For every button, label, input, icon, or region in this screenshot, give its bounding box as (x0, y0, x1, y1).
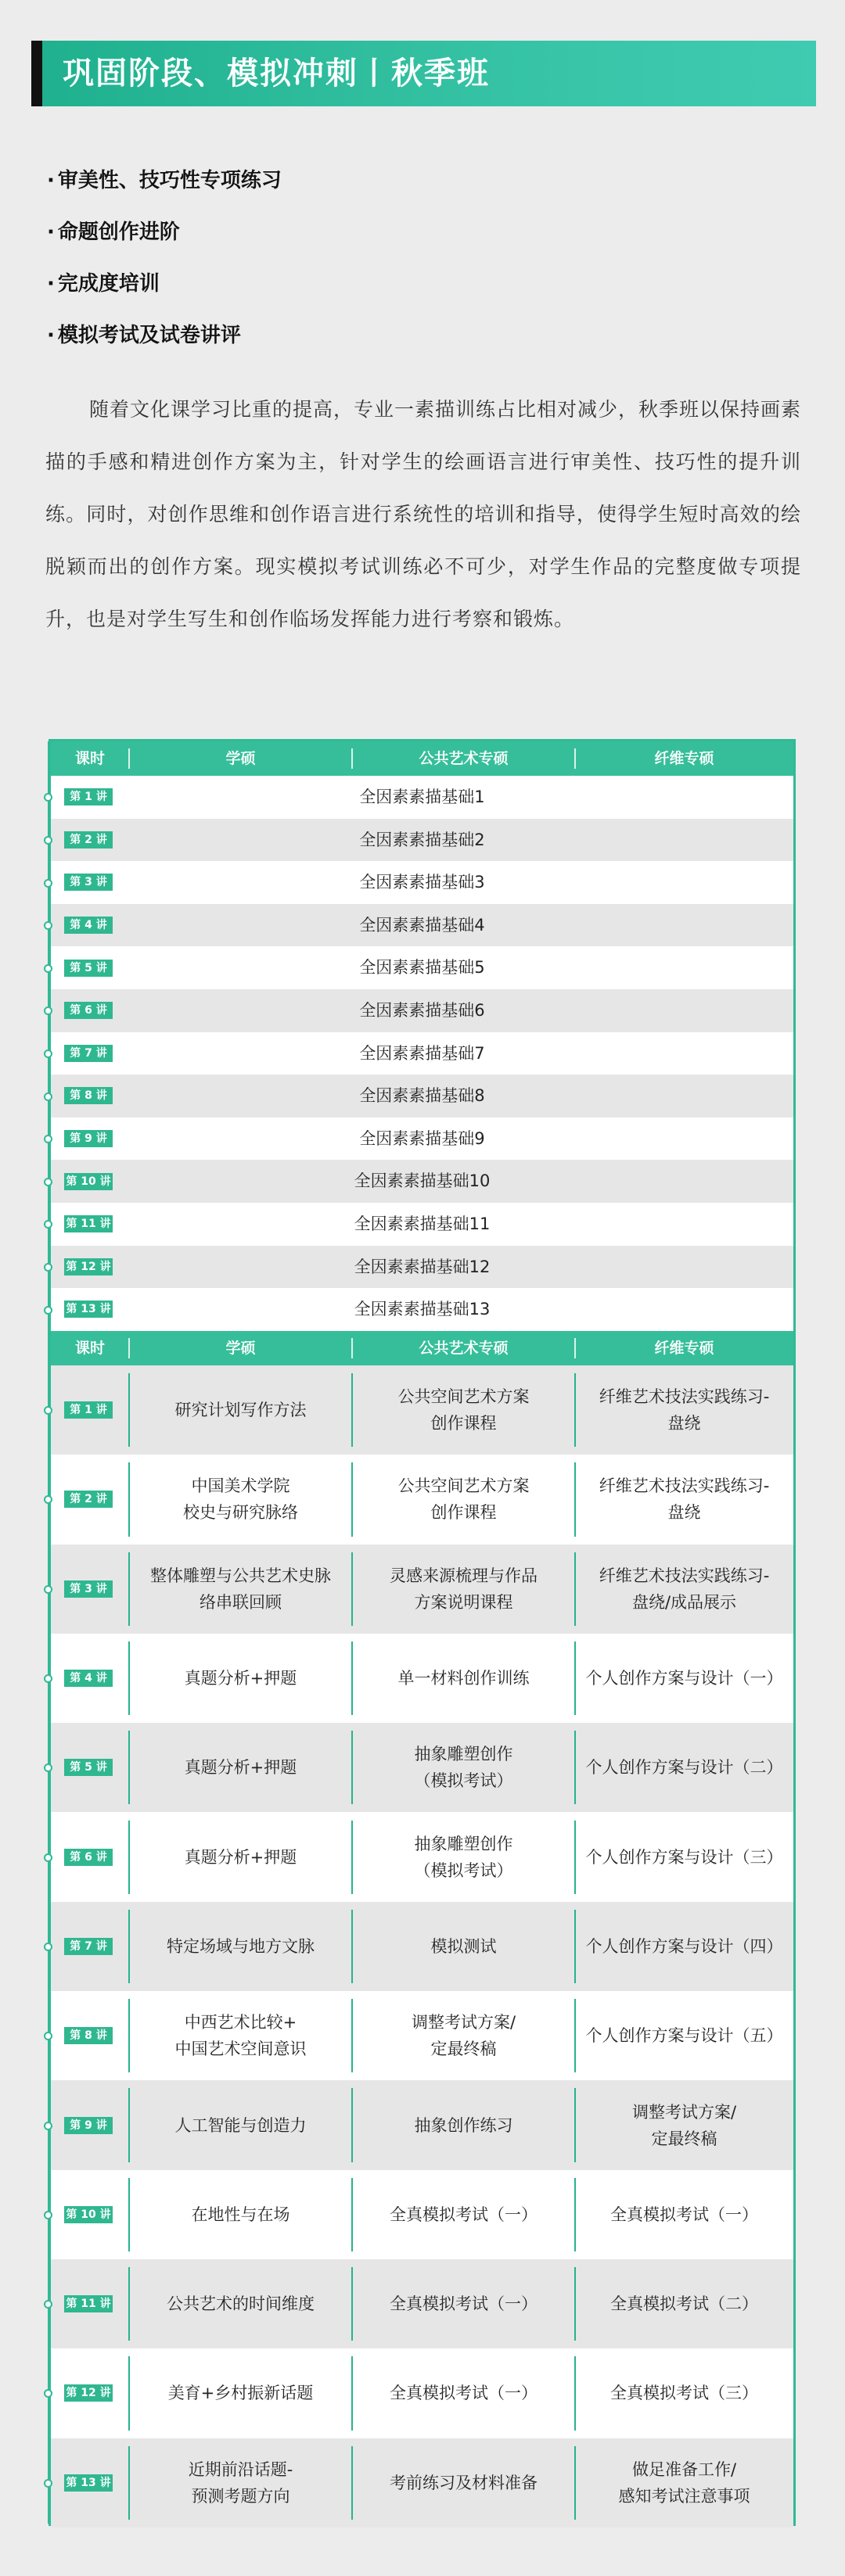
content-cell: 全真模拟考试（二） (610, 2294, 758, 2314)
content-cell: 全因素素描基础11 (354, 1214, 491, 1233)
table-row (51, 1991, 793, 2080)
column-divider (574, 1731, 576, 1804)
column-divider (351, 2356, 353, 2430)
timeline-dot (44, 1049, 52, 1058)
content-cell: 全因素素描基础7 (359, 1043, 485, 1063)
table-row (51, 1288, 793, 1331)
lesson-badge: 第 11 讲 (64, 1215, 113, 1232)
content-cell: 个人创作方案与设计（一） (585, 1669, 783, 1688)
table-row (51, 1246, 793, 1289)
content-cell: 抽象创作练习 (414, 2115, 513, 2135)
content-cell: 模拟测试 (430, 1936, 497, 1956)
timeline-dot (44, 1306, 52, 1315)
feature-item: · 审美性、技巧性专项练习 (47, 160, 282, 212)
column-divider (351, 1821, 353, 1894)
table-row (51, 989, 793, 1032)
table-row (51, 1723, 793, 1812)
column-divider (351, 2178, 353, 2251)
section-banner (31, 41, 816, 106)
column-divider (351, 1641, 353, 1715)
table-row (51, 2438, 793, 2528)
lesson-badge: 第 5 讲 (64, 960, 113, 977)
content-cell: 公共空间艺术方案 创作课程 (397, 1387, 530, 1433)
page-title: 巩固阶段、模拟冲刺丨秋季班 (63, 56, 490, 91)
column-header: 公共艺术专硕 (419, 1340, 509, 1357)
content-cell: 个人创作方案与设计（五） (585, 2026, 783, 2046)
lesson-badge: 第 6 讲 (64, 1002, 113, 1019)
timeline-dot (44, 964, 52, 973)
lesson-badge: 第 6 讲 (64, 1849, 113, 1866)
column-divider (128, 1821, 130, 1894)
column-divider (351, 1910, 353, 1983)
content-cell: 中西艺术比较+ 中国艺术空间意识 (174, 2013, 307, 2059)
table-row (51, 1032, 793, 1075)
content-cell: 全因素素描基础4 (359, 915, 485, 935)
lesson-badge: 第 10 讲 (64, 1173, 113, 1190)
content-cell: 纤维艺术技法实践练习- 盘绕 (599, 1476, 770, 1523)
content-cell: 灵感来源梳理与作品 方案说明课程 (390, 1566, 538, 1612)
feature-item: · 完成度培训 (47, 264, 282, 315)
column-divider (351, 1373, 353, 1447)
table-row (51, 946, 793, 989)
lesson-badge: 第 12 讲 (64, 1258, 113, 1275)
content-cell: 个人创作方案与设计（三） (585, 1847, 783, 1867)
column-divider (574, 2178, 576, 2251)
content-cell: 全因素素描基础2 (359, 830, 485, 849)
content-cell: 公共空间艺术方案 创作课程 (397, 1476, 530, 1523)
timeline-dot (44, 836, 52, 845)
column-divider (128, 1552, 130, 1626)
feature-item: · 命题创作进阶 (47, 212, 282, 264)
content-cell: 调整考试方案/ 定最终稿 (411, 2013, 516, 2059)
column-divider (574, 1552, 576, 1626)
header-divider (574, 1338, 576, 1358)
lesson-badge: 第 2 讲 (64, 1491, 113, 1508)
column-divider (128, 2267, 130, 2341)
timeline-dot (44, 1263, 52, 1272)
column-divider (351, 1552, 353, 1626)
table-row (51, 1075, 793, 1118)
column-divider (128, 1999, 130, 2072)
column-divider (351, 1731, 353, 1804)
content-cell: 全因素素描基础1 (359, 788, 485, 806)
column-divider (574, 1910, 576, 1983)
content-cell: 整体雕塑与公共艺术史脉 络串联回顾 (150, 1566, 331, 1612)
content-cell: 全因素素描基础3 (359, 873, 485, 892)
content-cell: 做足准备工作/ 感知考试注意事项 (618, 2459, 750, 2506)
table-row (51, 1813, 793, 1902)
timeline-dot (44, 1853, 52, 1862)
lesson-badge: 第 7 讲 (64, 1045, 113, 1062)
content-cell: 全因素素描基础6 (359, 1001, 485, 1020)
header-divider (128, 1338, 130, 1358)
lesson-badge: 第 4 讲 (64, 1670, 113, 1687)
content-cell: 公共艺术的时间维度 (167, 2294, 315, 2314)
lesson-badge: 第 1 讲 (64, 788, 113, 805)
column-header: 学硕 (225, 1340, 256, 1357)
content-cell: 特定场域与地方文脉 (167, 1936, 315, 1956)
table-row (51, 819, 793, 862)
lesson-badge: 第 3 讲 (64, 1580, 113, 1598)
content-cell: 全真模拟考试（一） (610, 2205, 758, 2224)
column-divider (128, 1910, 130, 1983)
feature-list (47, 160, 282, 367)
content-cell: 中国美术学院 校史与研究脉络 (183, 1476, 298, 1523)
table-row (51, 1118, 793, 1161)
content-cell: 抽象雕塑创作 （模拟考试） (414, 1834, 513, 1880)
timeline-dot (44, 2479, 52, 2488)
table-row (51, 861, 793, 904)
table-header-row (51, 1331, 793, 1365)
column-divider (351, 1462, 353, 1536)
timeline-dot (44, 2122, 52, 2130)
column-divider (351, 2446, 353, 2520)
column-divider (128, 1641, 130, 1715)
column-divider (574, 2446, 576, 2520)
column-divider (351, 1999, 353, 2072)
column-header: 纤维专硕 (654, 1340, 714, 1357)
lesson-badge: 第 12 讲 (64, 2384, 113, 2402)
content-cell: 在地性与在场 (191, 2205, 290, 2224)
content-cell: 全因素素描基础5 (359, 958, 485, 978)
lesson-badge: 第 3 讲 (64, 874, 113, 891)
column-header: 公共艺术专硕 (419, 750, 509, 767)
content-cell: 全真模拟考试（一） (390, 2294, 538, 2314)
content-cell: 全真模拟考试（一） (390, 2384, 538, 2403)
table-row (51, 2259, 793, 2348)
content-cell: 近期前沿话题- 预测考题方向 (188, 2459, 293, 2506)
lesson-badge: 第 2 讲 (64, 831, 113, 849)
column-divider (128, 1373, 130, 1447)
lesson-badge: 第 11 讲 (64, 2295, 113, 2312)
column-divider (574, 1373, 576, 1447)
column-divider (351, 2088, 353, 2162)
column-divider (574, 1999, 576, 2072)
content-cell: 调整考试方案/ 定最终稿 (631, 2102, 737, 2148)
column-divider (128, 1731, 130, 1804)
banner-accent-bar (31, 41, 42, 106)
header-divider (574, 748, 576, 769)
content-cell: 美育+乡村振新话题 (167, 2384, 314, 2403)
column-divider (574, 2356, 576, 2430)
content-cell: 人工智能与创造力 (174, 2115, 307, 2135)
table-header-row (51, 741, 793, 776)
description-paragraph: 随着文化课学习比重的提高，专业一素描训练占比相对减少，秋季班以保持画素描的手感和精进创作方案为主，针对学生的绘画语言进行审美性、技巧性的提升训练。同时，对创作思维和创作语言进行系统性的培训和指导，使得学生短时高效的绘脱颖而出的创作方案。现实模拟考试训练必不可少，对学生作品的完整度做专项提升，也是对学生写生和创作临场发挥能力进行考察和锻炼。 (45, 398, 802, 630)
content-cell: 全因素素描基础9 (359, 1128, 485, 1148)
content-cell: 单一材料创作训练 (397, 1669, 530, 1688)
column-divider (574, 1462, 576, 1536)
column-divider (574, 2267, 576, 2341)
content-cell: 真题分析+押题 (184, 1669, 297, 1688)
column-header: 纤维专硕 (654, 750, 714, 767)
timeline-dot (44, 1178, 52, 1186)
column-divider (128, 2446, 130, 2520)
header-divider (128, 748, 130, 769)
lesson-badge: 第 7 讲 (64, 1938, 113, 1955)
content-cell: 抽象雕塑创作 （模拟考试） (414, 1745, 513, 1791)
column-header: 学硕 (225, 750, 256, 767)
column-divider (574, 1821, 576, 1894)
column-header: 课时 (74, 1340, 105, 1357)
content-cell: 真题分析+押题 (184, 1758, 297, 1778)
header-divider (351, 1338, 353, 1358)
lesson-badge: 第 5 讲 (64, 1759, 113, 1776)
lesson-badge: 第 10 讲 (64, 2206, 113, 2223)
feature-item: · 模拟考试及试卷讲评 (47, 315, 282, 367)
table-row (51, 1545, 793, 1634)
content-cell: 个人创作方案与设计（四） (585, 1936, 783, 1956)
column-divider (574, 2088, 576, 2162)
content-cell: 全因素素描基础13 (354, 1300, 491, 1319)
column-divider (128, 2356, 130, 2430)
lesson-badge: 第 4 讲 (64, 917, 113, 934)
lesson-badge: 第 9 讲 (64, 1130, 113, 1147)
timeline-dot (44, 1674, 52, 1683)
table-row (51, 1160, 793, 1203)
lesson-badge: 第 13 讲 (64, 1301, 113, 1318)
content-cell: 研究计划写作方法 (174, 1401, 307, 1420)
column-divider (351, 2267, 353, 2341)
content-cell: 全因素素描基础8 (359, 1086, 485, 1106)
table-row (51, 1455, 793, 1544)
content-cell: 全因素素描基础10 (354, 1171, 491, 1191)
lesson-badge: 第 8 讲 (64, 2027, 113, 2044)
content-cell: 纤维艺术技法实践练习- 盘绕 (599, 1387, 770, 1433)
table-row (51, 2170, 793, 2259)
course-schedule-table (49, 739, 796, 2526)
content-cell: 纤维艺术技法实践练习- 盘绕/成品展示 (599, 1566, 770, 1612)
column-divider (128, 2178, 130, 2251)
table-row (51, 2348, 793, 2438)
lesson-badge: 第 9 讲 (64, 2117, 113, 2134)
column-divider (574, 1641, 576, 1715)
content-cell: 全因素素描基础12 (354, 1257, 491, 1276)
lesson-badge: 第 13 讲 (64, 2474, 113, 2492)
timeline-dot (44, 1943, 52, 1951)
header-divider (351, 748, 353, 769)
content-cell: 考前练习及材料准备 (390, 2473, 538, 2492)
column-divider (128, 2088, 130, 2162)
timeline-dot (44, 2211, 52, 2219)
timeline-dot (44, 1585, 52, 1594)
content-cell: 全真模拟考试（一） (390, 2205, 538, 2224)
table-row (51, 2080, 793, 2169)
table-row (51, 1902, 793, 1991)
table-row (51, 904, 793, 947)
table-row (51, 1634, 793, 1723)
column-header: 课时 (74, 750, 105, 767)
timeline-dot (44, 1092, 52, 1101)
content-cell: 个人创作方案与设计（二） (585, 1758, 783, 1778)
column-divider (128, 1462, 130, 1536)
content-cell: 全真模拟考试（三） (610, 2384, 758, 2403)
table-row (51, 1203, 793, 1246)
lesson-badge: 第 1 讲 (64, 1401, 113, 1419)
lesson-badge: 第 8 讲 (64, 1087, 113, 1104)
table-row (51, 776, 793, 819)
table-row (51, 1365, 793, 1455)
timeline-dot (44, 879, 52, 888)
content-cell: 真题分析+押题 (184, 1847, 297, 1867)
